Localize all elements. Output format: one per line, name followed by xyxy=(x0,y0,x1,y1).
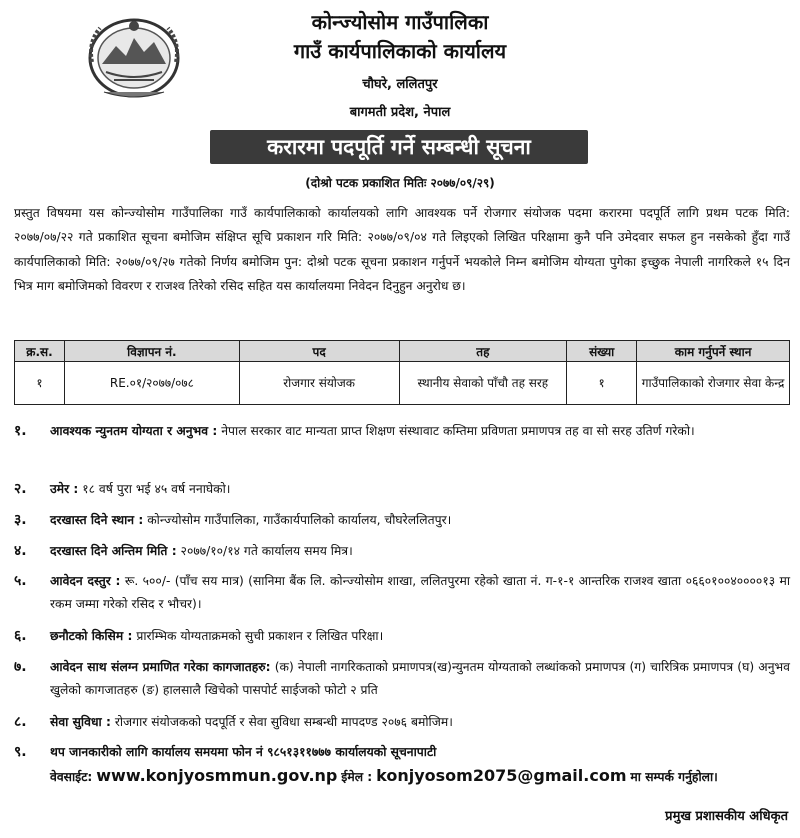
cell-post: रोजगार संयोजक xyxy=(239,362,399,405)
cell-count: १ xyxy=(567,362,637,405)
website-label: वेवसाईट: xyxy=(50,770,93,784)
table-header-row xyxy=(15,341,790,362)
requirement-text: १८ वर्ष पुरा भई ४५ वर्ष ननाघेको। xyxy=(78,482,231,496)
requirement-label: उमेर : xyxy=(50,482,79,496)
requirement-text: २०७७/१०/१४ गते कार्यालय समय मित्र। xyxy=(176,544,353,558)
contact-number: ९. xyxy=(14,744,27,760)
office-province: बागमती प्रदेश, नेपाल xyxy=(349,105,451,120)
requirement-text: (क) नेपाली नागरिकताको प्रमाणपत्र(ख)न्युनतम योग्यताको लब्धांकको प्रमाणपत्र (ग) चारित्रिक प्रमाणपत्र (घ) अनुभव खुलेको कागजातहरु (ङ) हालसालै खिचेको पासपोर्ट साईजको फोटो २ प्रति xyxy=(50,660,790,697)
col-header-post: पद xyxy=(239,341,399,362)
col-header-sn: क्र.स. xyxy=(15,341,65,362)
signature-title: प्रमुख प्रशासकीय अधिकृत xyxy=(665,809,788,824)
cell-sn: १ xyxy=(15,362,65,405)
requirement-text: रोजगार संयोजकको पदपूर्ति र सेवा सुविधा सम्बन्धी मापदण्ड २०७६ बमोजिम। xyxy=(110,715,453,729)
requirement-item xyxy=(14,540,790,563)
requirement-text: नेपाल सरकार वाट मान्यता प्राप्त शिक्षण संस्थावाट कम्तिमा प्रविणता प्रमाणपत्र तह वा सो सरह उतिर्ण गरेको। xyxy=(217,424,695,438)
intro-paragraph: प्रस्तुत विषयमा यस कोन्ज्योसोम गाउँपालिका गाउँ कार्यपालिकाको कार्यालयको लागि आवश्यक पर्ने रोजगार संयोजक पदमा करारमा पदपूर्ति लागि प्रथम पटक मिति: २०७७/०७/२२ गते प्रकाशित सूचना बमोजिम संक्षिप्त सूचि प्रकाशन गरि मिति: २०७७/०९/०४ गते लिइएको लिखित परिक्षामा कुनै पनि उमेदवार सफल हुन नसकेको हुँदा गाउँ कार्यपालिकाको मिति: २०७७/०९/२७ गतेको निर्णय बमोजिम पुन: दोश्रो पटक सूचना प्रकाशन गर्नुपर्ने भयकोले निम्न बमोजिम योग्यता पुगेका इच्छुक नेपाली नागरिकले १५ दिन भित्र माग बमोजिमको विवरण र राजश्व तिरेको रसिद सहित यस कार्यालयमा निवेदन दिनुहुन अनुरोध छ। xyxy=(14,206,790,294)
requirement-item xyxy=(14,478,790,501)
office-address: चौघरे, ललितपुर xyxy=(362,77,438,92)
contact-line: थप जानकारीको लागि कार्यालय समयमा फोन नं ९८५१३११७७७ कार्यालयको सूचनापाटी xyxy=(50,745,437,759)
requirement-item xyxy=(14,711,790,734)
requirement-text: प्रारम्भिक योग्यताक्रमको सुची प्रकाशन र लिखित परिक्षा। xyxy=(132,629,384,643)
requirement-item xyxy=(14,509,790,532)
requirement-item xyxy=(14,625,790,648)
contact-item xyxy=(14,741,790,789)
requirement-number: ६. xyxy=(14,628,27,644)
cell-adv-no: RE.०१/२०७७/०७८ xyxy=(64,362,239,405)
requirement-number: १. xyxy=(14,423,27,439)
cell-location: गाउँपालिकाको रोजगार सेवा केन्द्र xyxy=(637,362,790,405)
col-header-level: तह xyxy=(399,341,567,362)
requirement-text: कोन्ज्योसोम गाउँपालिका, गाउँकार्यपालिको कार्यालय, चौघरेललितपुर। xyxy=(143,513,452,527)
website-link[interactable]: www.konjyosmmun.gov.np xyxy=(96,766,338,785)
requirement-label: आवेदन साथ संलग्न प्रमाणित गरेका कागजातहरु: xyxy=(50,660,271,674)
col-header-location: काम गर्नुपर्ने स्थान xyxy=(637,341,790,362)
requirement-number: २. xyxy=(14,481,27,497)
requirement-label: दरखास्त दिने स्थान : xyxy=(50,513,144,527)
municipality-name: कोन्ज्योसोम गाउँपालिका xyxy=(311,10,489,34)
requirement-number: ५. xyxy=(14,573,27,589)
vacancy-table xyxy=(14,340,790,405)
cell-level: स्थानीय सेवाको पाँचौ तह सरह xyxy=(399,362,567,405)
col-header-adv-no: विज्ञापन नं. xyxy=(64,341,239,362)
publication-date: (दोश्रो पटक प्रकाशित मितिः २०७७/०९/२९) xyxy=(305,176,495,190)
email-label: ईमेल : xyxy=(341,770,373,784)
col-header-count: संख्या xyxy=(567,341,637,362)
email-link[interactable]: konjyosom2075@gmail.com xyxy=(376,766,627,785)
requirement-label: सेवा सुविधा : xyxy=(50,715,111,729)
requirement-number: ४. xyxy=(14,543,27,559)
requirement-label: दरखास्त दिने अन्तिम मिति : xyxy=(50,544,177,558)
requirement-item xyxy=(14,420,790,443)
requirement-number: ८. xyxy=(14,714,27,730)
requirement-item xyxy=(14,570,790,616)
notice-header xyxy=(0,0,800,190)
requirement-number: ७. xyxy=(14,659,27,675)
requirement-text: रू. ५००/- (पाँच सय मात्र) (सानिमा बैंक लि. कोन्ज्योसोम शाखा, ललितपुरमा रहेको खाता नं. ग-१-१ आन्तरिक राजश्व खाता ०६६०१००४००००१३ मा रकम जम्मा गरेको रसिद र भौचर)। xyxy=(50,574,791,611)
table-row xyxy=(15,362,790,405)
contact-suffix: मा सम्पर्क गर्नुहोला। xyxy=(630,770,718,784)
requirement-label: आवेदन दस्तुर : xyxy=(50,574,121,588)
requirement-number: ३. xyxy=(14,512,27,528)
office-name: गाउँ कार्यपालिकाको कार्यालय xyxy=(293,39,507,63)
requirement-label: छनौटको किसिम : xyxy=(50,629,133,643)
requirement-item xyxy=(14,656,790,702)
requirement-label: आवश्यक न्युनतम योग्यता र अनुभव : xyxy=(50,424,218,438)
notice-title: करारमा पदपूर्ति गर्ने सम्बन्धी सूचना xyxy=(210,130,588,164)
